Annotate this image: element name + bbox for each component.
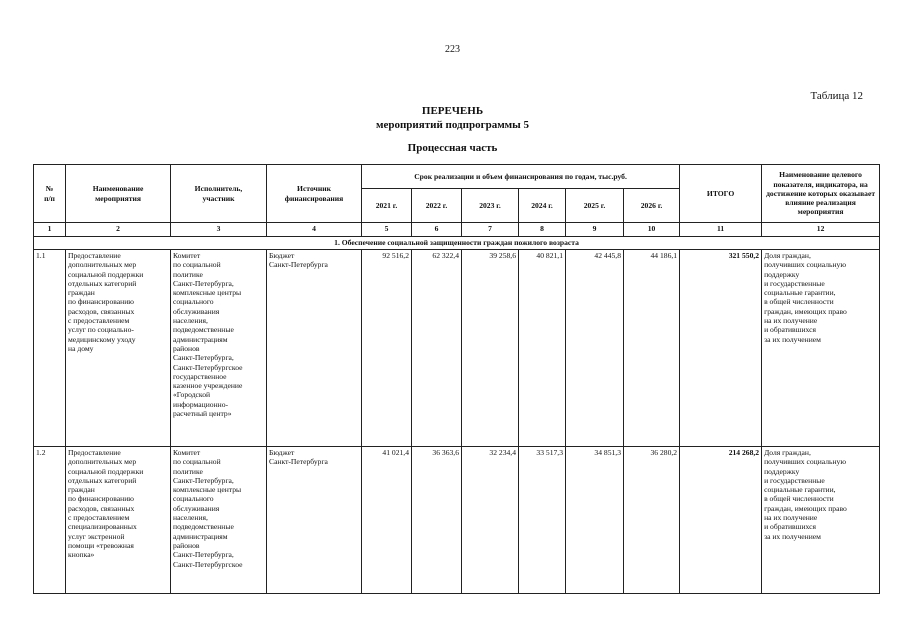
- section-title: 1. Обеспечение социальной защищенности граждан пожилого возраста: [34, 237, 880, 250]
- row-executor: Комитет по социальной политике Санкт-Петербурга, комплексные центры социального обслуживания населения, подведомственные администрациям районов Санкт-Петербурга, Санкт-Петербургское: [171, 447, 267, 594]
- header-executor: Исполнитель, участник: [171, 165, 267, 223]
- table-label: Таблица 12: [810, 90, 863, 102]
- column-number: 7: [462, 223, 519, 237]
- row-indicator: Доля граждан, получивших социальную поддержку и государственные социальные гарантии, в общей численности граждан, имеющих право на их получение и обратившихся за их получением: [762, 250, 880, 447]
- column-number: 5: [362, 223, 412, 237]
- header-year: 2023 г.: [462, 189, 519, 223]
- row-source: Бюджет Санкт-Петербурга: [267, 250, 362, 447]
- row-value: 41 021,4: [362, 447, 412, 594]
- header-period: Срок реализации и объем финансирования по годам, тыс.руб.: [362, 165, 680, 189]
- header-name: Наименование мероприятия: [66, 165, 171, 223]
- row-total: 214 268,2: [680, 447, 762, 594]
- column-number: 10: [624, 223, 680, 237]
- row-value: 36 280,2: [624, 447, 680, 594]
- row-name: Предоставление дополнительных мер социальной поддержки отдельных категорий граждан по финансированию расходов, связанных с предоставлением специализированных услуг экстренной помощи «тревожная кнопка»: [66, 447, 171, 594]
- column-number: 3: [171, 223, 267, 237]
- header-num: № п/п: [34, 165, 66, 223]
- column-number-row: [34, 223, 880, 237]
- section-row: [34, 237, 880, 250]
- row-total: 321 550,2: [680, 250, 762, 447]
- row-num: 1.1: [34, 250, 66, 447]
- row-value: 33 517,3: [519, 447, 566, 594]
- header-indicator: Наименование целевого показателя, индикатора, на достижение которых оказывает влияние реализация мероприятия: [762, 165, 880, 223]
- document-subtitle: мероприятий подпрограммы 5: [375, 119, 530, 131]
- row-value: 40 821,1: [519, 250, 566, 447]
- row-indicator: Доля граждан, получивших социальную поддержку и государственные социальные гарантии, в общей численности граждан, имеющих право на их получение и обратившихся за их получением: [762, 447, 880, 594]
- column-number: 11: [680, 223, 762, 237]
- row-value: 62 322,4: [412, 250, 462, 447]
- row-value: 36 363,6: [412, 447, 462, 594]
- row-source: Бюджет Санкт-Петербурга: [267, 447, 362, 594]
- table-row: [34, 447, 880, 594]
- table-row: [34, 250, 880, 447]
- header-year: 2025 г.: [566, 189, 624, 223]
- measures-table: [33, 164, 880, 594]
- column-number: 9: [566, 223, 624, 237]
- row-value: 32 234,4: [462, 447, 519, 594]
- row-value: 42 445,8: [566, 250, 624, 447]
- document-title: ПЕРЕЧЕНЬ: [421, 105, 484, 117]
- row-name: Предоставление дополнительных мер социальной поддержки отдельных категорий граждан по финансированию расходов, связанных с предоставлением услуг по социально- медицинскому уходу на дому: [66, 250, 171, 447]
- header-year: 2026 г.: [624, 189, 680, 223]
- row-num: 1.2: [34, 447, 66, 594]
- column-number: 2: [66, 223, 171, 237]
- page-number: 223: [445, 44, 460, 55]
- header-source: Источник финансирования: [267, 165, 362, 223]
- row-value: 39 258,6: [462, 250, 519, 447]
- row-value: 44 186,1: [624, 250, 680, 447]
- row-value: 34 851,3: [566, 447, 624, 594]
- section-heading: Процессная часть: [407, 142, 498, 154]
- column-number: 12: [762, 223, 880, 237]
- header-year: 2021 г.: [362, 189, 412, 223]
- column-number: 6: [412, 223, 462, 237]
- column-number: 4: [267, 223, 362, 237]
- column-number: 1: [34, 223, 66, 237]
- column-number: 8: [519, 223, 566, 237]
- row-executor: Комитет по социальной политике Санкт-Петербурга, комплексные центры социального обслуживания населения, подведомственные администрациям районов Санкт-Петербурга, Санкт-Петербургское государственное казенное учреждение «Городской информационно- расчетный центр»: [171, 250, 267, 447]
- header-total: ИТОГО: [680, 165, 762, 223]
- header-year: 2024 г.: [519, 189, 566, 223]
- header-year: 2022 г.: [412, 189, 462, 223]
- row-value: 92 516,2: [362, 250, 412, 447]
